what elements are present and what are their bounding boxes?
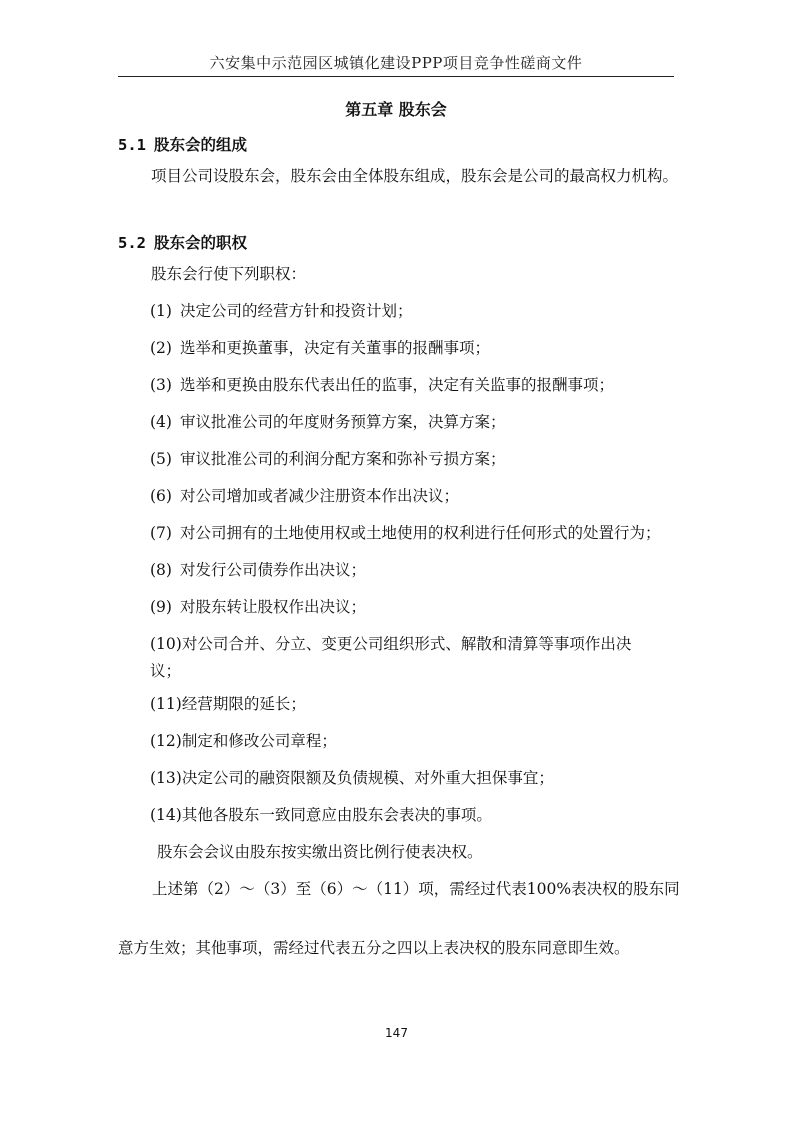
item-marker: (9) xyxy=(150,598,172,616)
list-item xyxy=(150,335,678,362)
item-text: 对公司合并、分立、变更公司组织形式、解散和清算等事项作出决议； xyxy=(150,635,632,680)
chapter-title: 第五章 股东会 xyxy=(345,100,447,119)
voting-rule-paragraph: 股东会会议由股东按实缴出资比例行使表决权。 xyxy=(157,843,483,861)
section-heading-5-2 xyxy=(118,231,247,253)
list-item xyxy=(150,409,678,436)
list-item xyxy=(150,691,678,718)
document-header: 六安集中示范园区城镇化建设PPP项目竞争性磋商文件 xyxy=(209,54,583,72)
item-text: 对发行公司债券作出决议； xyxy=(179,561,366,579)
list-item xyxy=(150,483,678,510)
page-number: 147 xyxy=(385,1026,408,1040)
item-marker: (11) xyxy=(150,695,182,713)
powers-intro: 股东会行使下列职权： xyxy=(151,265,307,283)
section-body-paragraph: 项目公司设股东会，股东会由全体股东组成，股东会是公司的最高权力机构。 xyxy=(151,167,679,185)
item-text: 审议批准公司的利润分配方案和弥补亏损方案； xyxy=(179,450,506,468)
item-marker: (6) xyxy=(150,487,172,505)
item-text: 决定公司的经营方针和投资计划； xyxy=(179,302,413,320)
item-text: 审议批准公司的年度财务预算方案，决算方案； xyxy=(179,413,506,431)
section-number: 5.2 xyxy=(118,234,146,252)
item-text: 对公司增加或者减少注册资本作出决议； xyxy=(179,487,459,505)
item-marker: (1) xyxy=(150,302,172,320)
item-text: 经营期限的延长； xyxy=(181,695,306,713)
item-text: 对股东转让股权作出决议； xyxy=(179,598,366,616)
list-item xyxy=(150,520,690,547)
item-marker: (2) xyxy=(150,339,172,357)
item-text: 决定公司的融资限额及负债规模、对外重大担保事宜； xyxy=(181,769,554,787)
approval-rule-line-2: 意方生效；其他事项，需经过代表五分之四以上表决权的股东同意即生效。 xyxy=(118,939,630,957)
item-text: 对公司拥有的土地使用权或土地使用的权利进行任何形式的处置行为； xyxy=(179,524,661,542)
item-marker: (7) xyxy=(150,524,172,542)
section-title: 股东会的职权 xyxy=(154,233,248,252)
section-heading-5-1 xyxy=(118,133,247,155)
list-item xyxy=(150,728,678,755)
list-item xyxy=(150,594,678,621)
list-item xyxy=(150,298,678,325)
item-text: 选举和更换董事，决定有关董事的报酬事项； xyxy=(179,339,490,357)
item-text: 制定和修改公司章程； xyxy=(181,732,337,750)
item-marker: (8) xyxy=(150,561,172,579)
approval-rule-line-1: 上述第（2）～（3）至（6）～（11）项，需经过代表100%表决权的股东同 xyxy=(152,880,680,898)
list-item xyxy=(150,631,650,685)
section-title: 股东会的组成 xyxy=(154,135,248,154)
list-item xyxy=(150,372,678,399)
item-marker: (13) xyxy=(150,769,182,787)
item-text: 其他各股东一致同意应由股东会表决的事项。 xyxy=(181,806,492,824)
list-item xyxy=(150,802,678,829)
list-item xyxy=(150,557,678,584)
item-text: 选举和更换由股东代表出任的监事，决定有关监事的报酬事项； xyxy=(179,376,614,394)
header-divider xyxy=(118,76,674,77)
item-marker: (5) xyxy=(150,450,172,468)
item-marker: (10) xyxy=(150,635,182,653)
item-marker: (3) xyxy=(150,376,172,394)
item-marker: (14) xyxy=(150,806,182,824)
list-item xyxy=(150,446,678,473)
section-number: 5.1 xyxy=(118,136,146,154)
list-item xyxy=(150,765,678,792)
item-marker: (12) xyxy=(150,732,182,750)
item-marker: (4) xyxy=(150,413,172,431)
